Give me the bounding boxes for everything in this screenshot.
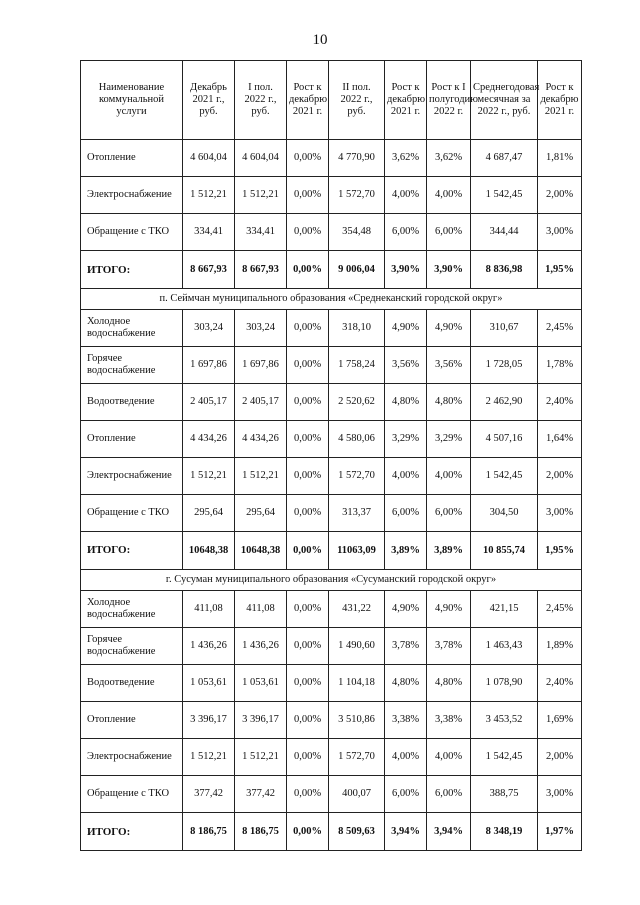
growth-h1-value: 3,29% [427, 421, 471, 458]
dec-2021-value: 334,41 [183, 214, 235, 251]
service-name: Обращение с ТКО [81, 495, 183, 532]
h1-2022-value: 4 604,04 [235, 140, 287, 177]
h2-2022-value: 1 490,60 [329, 628, 385, 665]
header-dec-2021: Декабрь 2021 г., руб. [183, 61, 235, 140]
dec-2021-value: 4 604,04 [183, 140, 235, 177]
table-row [81, 702, 582, 739]
growth-dec-3-value: 3,00% [538, 495, 582, 532]
growth-dec-3-value: 2,00% [538, 739, 582, 776]
h1-2022-value: 10648,38 [235, 532, 287, 570]
h1-2022-value: 303,24 [235, 310, 287, 347]
h2-2022-value: 1 104,18 [329, 665, 385, 702]
service-name: Водоотведение [81, 384, 183, 421]
table-row [81, 628, 582, 665]
section-row [81, 570, 582, 591]
growth-dec-3-value: 1,89% [538, 628, 582, 665]
h2-2022-value: 8 509,63 [329, 813, 385, 851]
avg-monthly-value: 1 542,45 [471, 177, 538, 214]
growth-dec-3-value: 1,69% [538, 702, 582, 739]
growth-h1-value: 4,80% [427, 384, 471, 421]
growth-dec-value: 0,00% [287, 776, 329, 813]
growth-dec-value: 0,00% [287, 532, 329, 570]
growth-h1-value: 4,90% [427, 310, 471, 347]
h1-2022-value: 3 396,17 [235, 702, 287, 739]
dec-2021-value: 1 512,21 [183, 739, 235, 776]
service-name: Электроснабжение [81, 458, 183, 495]
avg-monthly-value: 1 542,45 [471, 458, 538, 495]
dec-2021-value: 411,08 [183, 591, 235, 628]
h1-2022-value: 334,41 [235, 214, 287, 251]
growth-dec-2-value: 6,00% [385, 776, 427, 813]
growth-dec-3-value: 2,40% [538, 384, 582, 421]
dec-2021-value: 377,42 [183, 776, 235, 813]
h2-2022-value: 1 572,70 [329, 739, 385, 776]
growth-dec-value: 0,00% [287, 347, 329, 384]
growth-dec-value: 0,00% [287, 177, 329, 214]
growth-dec-3-value: 3,00% [538, 214, 582, 251]
growth-dec-value: 0,00% [287, 421, 329, 458]
growth-dec-3-value: 1,64% [538, 421, 582, 458]
service-name: Горячее водоснабжение [81, 628, 183, 665]
service-name: ИТОГО: [81, 251, 183, 289]
header-growth-dec-2: Рост к декабрю 2021 г. [385, 61, 427, 140]
growth-h1-value: 3,78% [427, 628, 471, 665]
dec-2021-value: 1 512,21 [183, 458, 235, 495]
table-row [81, 310, 582, 347]
table-row [81, 347, 582, 384]
growth-dec-2-value: 3,78% [385, 628, 427, 665]
growth-h1-value: 3,90% [427, 251, 471, 289]
service-name: ИТОГО: [81, 532, 183, 570]
growth-dec-2-value: 4,00% [385, 739, 427, 776]
service-name: Горячее водоснабжение [81, 347, 183, 384]
growth-dec-3-value: 2,40% [538, 665, 582, 702]
service-name: Холодное водоснабжение [81, 591, 183, 628]
growth-dec-3-value: 2,45% [538, 591, 582, 628]
avg-monthly-value: 344,44 [471, 214, 538, 251]
growth-dec-3-value: 2,45% [538, 310, 582, 347]
growth-dec-value: 0,00% [287, 739, 329, 776]
dec-2021-value: 8 186,75 [183, 813, 235, 851]
h1-2022-value: 1 053,61 [235, 665, 287, 702]
dec-2021-value: 1 697,86 [183, 347, 235, 384]
service-name: Холодное водоснабжение [81, 310, 183, 347]
table-row [81, 214, 582, 251]
growth-h1-value: 4,00% [427, 739, 471, 776]
h1-2022-value: 411,08 [235, 591, 287, 628]
table-row [81, 458, 582, 495]
dec-2021-value: 8 667,93 [183, 251, 235, 289]
avg-monthly-value: 1 728,05 [471, 347, 538, 384]
growth-h1-value: 3,94% [427, 813, 471, 851]
dec-2021-value: 10648,38 [183, 532, 235, 570]
section-row [81, 289, 582, 310]
h2-2022-value: 431,22 [329, 591, 385, 628]
growth-h1-value: 3,38% [427, 702, 471, 739]
growth-dec-2-value: 3,90% [385, 251, 427, 289]
avg-monthly-value: 1 463,43 [471, 628, 538, 665]
h2-2022-value: 1 572,70 [329, 458, 385, 495]
h1-2022-value: 1 512,21 [235, 458, 287, 495]
h1-2022-value: 1 436,26 [235, 628, 287, 665]
growth-dec-3-value: 1,81% [538, 140, 582, 177]
avg-monthly-value: 388,75 [471, 776, 538, 813]
growth-dec-value: 0,00% [287, 665, 329, 702]
dec-2021-value: 295,64 [183, 495, 235, 532]
growth-dec-3-value: 2,00% [538, 177, 582, 214]
avg-monthly-value: 1 078,90 [471, 665, 538, 702]
total-row [81, 532, 582, 570]
growth-h1-value: 6,00% [427, 495, 471, 532]
growth-dec-2-value: 3,94% [385, 813, 427, 851]
page-number: 10 [312, 32, 328, 48]
growth-dec-value: 0,00% [287, 591, 329, 628]
dec-2021-value: 1 512,21 [183, 177, 235, 214]
growth-dec-value: 0,00% [287, 628, 329, 665]
h1-2022-value: 4 434,26 [235, 421, 287, 458]
table-row [81, 140, 582, 177]
growth-dec-value: 0,00% [287, 214, 329, 251]
header-h1-2022: I пол. 2022 г., руб. [235, 61, 287, 140]
table-row [81, 739, 582, 776]
service-name: Отопление [81, 140, 183, 177]
growth-dec-2-value: 3,62% [385, 140, 427, 177]
growth-dec-2-value: 3,56% [385, 347, 427, 384]
growth-dec-3-value: 1,95% [538, 251, 582, 289]
h1-2022-value: 1 697,86 [235, 347, 287, 384]
header-growth-dec: Рост к декабрю 2021 г. [287, 61, 329, 140]
growth-dec-2-value: 6,00% [385, 214, 427, 251]
growth-dec-2-value: 6,00% [385, 495, 427, 532]
h2-2022-value: 313,37 [329, 495, 385, 532]
growth-dec-2-value: 4,90% [385, 310, 427, 347]
dec-2021-value: 3 396,17 [183, 702, 235, 739]
header-growth-dec-3: Рост к декабрю 2021 г. [538, 61, 582, 140]
growth-h1-value: 3,89% [427, 532, 471, 570]
avg-monthly-value: 10 855,74 [471, 532, 538, 570]
avg-monthly-value: 3 453,52 [471, 702, 538, 739]
growth-dec-3-value: 3,00% [538, 776, 582, 813]
avg-monthly-value: 304,50 [471, 495, 538, 532]
h2-2022-value: 4 770,90 [329, 140, 385, 177]
service-name: Обращение с ТКО [81, 776, 183, 813]
section-title: п. Сеймчан муниципального образования «Среднеканский городской округ» [81, 289, 582, 310]
h2-2022-value: 1 572,70 [329, 177, 385, 214]
growth-dec-2-value: 4,80% [385, 384, 427, 421]
h2-2022-value: 3 510,86 [329, 702, 385, 739]
growth-dec-2-value: 4,00% [385, 177, 427, 214]
service-name: Обращение с ТКО [81, 214, 183, 251]
h1-2022-value: 8 186,75 [235, 813, 287, 851]
service-name: Отопление [81, 421, 183, 458]
h2-2022-value: 400,07 [329, 776, 385, 813]
header-row [81, 61, 582, 140]
growth-dec-2-value: 4,80% [385, 665, 427, 702]
service-name: Электроснабжение [81, 177, 183, 214]
growth-dec-2-value: 4,00% [385, 458, 427, 495]
table-row [81, 421, 582, 458]
table-row [81, 177, 582, 214]
h2-2022-value: 11063,09 [329, 532, 385, 570]
growth-h1-value: 6,00% [427, 214, 471, 251]
dec-2021-value: 1 053,61 [183, 665, 235, 702]
h1-2022-value: 1 512,21 [235, 177, 287, 214]
growth-dec-3-value: 1,78% [538, 347, 582, 384]
growth-dec-value: 0,00% [287, 140, 329, 177]
h1-2022-value: 1 512,21 [235, 739, 287, 776]
growth-dec-value: 0,00% [287, 310, 329, 347]
growth-dec-2-value: 3,29% [385, 421, 427, 458]
growth-h1-value: 6,00% [427, 776, 471, 813]
table-row [81, 665, 582, 702]
growth-dec-3-value: 2,00% [538, 458, 582, 495]
h2-2022-value: 1 758,24 [329, 347, 385, 384]
avg-monthly-value: 2 462,90 [471, 384, 538, 421]
growth-dec-2-value: 4,90% [385, 591, 427, 628]
service-name: Электроснабжение [81, 739, 183, 776]
growth-dec-3-value: 1,97% [538, 813, 582, 851]
growth-dec-2-value: 3,89% [385, 532, 427, 570]
h1-2022-value: 2 405,17 [235, 384, 287, 421]
avg-monthly-value: 4 507,16 [471, 421, 538, 458]
avg-monthly-value: 1 542,45 [471, 739, 538, 776]
service-name: ИТОГО: [81, 813, 183, 851]
section-title: г. Сусуман муниципального образования «Сусуманский городской округ» [81, 570, 582, 591]
avg-monthly-value: 8 836,98 [471, 251, 538, 289]
total-row [81, 251, 582, 289]
table-row [81, 591, 582, 628]
h2-2022-value: 354,48 [329, 214, 385, 251]
tariff-table [80, 60, 582, 851]
table-row [81, 495, 582, 532]
h2-2022-value: 2 520,62 [329, 384, 385, 421]
growth-dec-value: 0,00% [287, 702, 329, 739]
header-growth-h1: Рост к I полугодию 2022 г. [427, 61, 471, 140]
growth-h1-value: 4,00% [427, 177, 471, 214]
h2-2022-value: 4 580,06 [329, 421, 385, 458]
growth-dec-value: 0,00% [287, 384, 329, 421]
growth-h1-value: 4,00% [427, 458, 471, 495]
total-row [81, 813, 582, 851]
growth-dec-value: 0,00% [287, 251, 329, 289]
growth-dec-value: 0,00% [287, 458, 329, 495]
h1-2022-value: 295,64 [235, 495, 287, 532]
growth-dec-value: 0,00% [287, 813, 329, 851]
dec-2021-value: 303,24 [183, 310, 235, 347]
table-row [81, 776, 582, 813]
dec-2021-value: 4 434,26 [183, 421, 235, 458]
h1-2022-value: 8 667,93 [235, 251, 287, 289]
dec-2021-value: 1 436,26 [183, 628, 235, 665]
avg-monthly-value: 4 687,47 [471, 140, 538, 177]
growth-dec-2-value: 3,38% [385, 702, 427, 739]
avg-monthly-value: 421,15 [471, 591, 538, 628]
growth-dec-value: 0,00% [287, 495, 329, 532]
header-h2-2022: II пол. 2022 г., руб. [329, 61, 385, 140]
growth-h1-value: 3,56% [427, 347, 471, 384]
h1-2022-value: 377,42 [235, 776, 287, 813]
table-row [81, 384, 582, 421]
h2-2022-value: 318,10 [329, 310, 385, 347]
service-name: Водоотведение [81, 665, 183, 702]
avg-monthly-value: 8 348,19 [471, 813, 538, 851]
growth-h1-value: 3,62% [427, 140, 471, 177]
growth-h1-value: 4,90% [427, 591, 471, 628]
header-avg-monthly: Среднегодовая месячная за 2022 г., руб. [471, 61, 538, 140]
growth-dec-3-value: 1,95% [538, 532, 582, 570]
growth-h1-value: 4,80% [427, 665, 471, 702]
h2-2022-value: 9 006,04 [329, 251, 385, 289]
service-name: Отопление [81, 702, 183, 739]
dec-2021-value: 2 405,17 [183, 384, 235, 421]
header-service: Наименование коммунальной услуги [81, 61, 183, 140]
avg-monthly-value: 310,67 [471, 310, 538, 347]
